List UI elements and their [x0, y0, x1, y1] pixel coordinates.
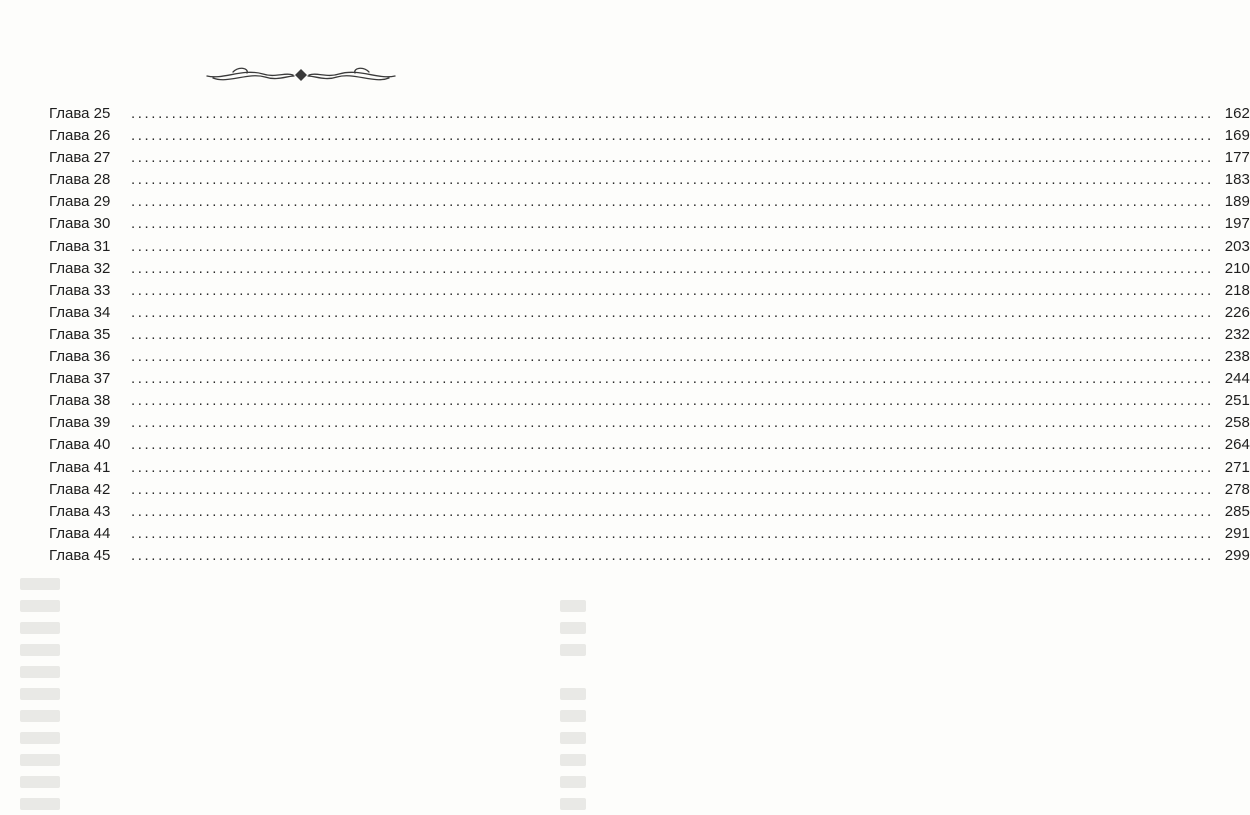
toc-dot-leader: ................................................................................................................................................................: [131, 281, 1214, 299]
toc-entry-page-number: 226: [1224, 303, 1250, 321]
toc-entry-label: Глава 25: [49, 105, 111, 122]
toc-dot-leader: ................................................................................................................................................................: [131, 259, 1214, 277]
toc-entry: [49, 324, 1250, 346]
toc-entry-label: Глава 26: [49, 127, 111, 145]
toc-dot-leader: ................................................................................................................................................................: [131, 502, 1214, 520]
toc-dot-leader: ................................................................................................................................................................: [131, 171, 1214, 189]
toc-entry-page-number: 183: [1224, 171, 1250, 189]
toc-entry: [49, 125, 1250, 147]
toc-dot-leader: ................................................................................................................................................................: [131, 414, 1214, 432]
toc-entry-page-number: 189: [1224, 193, 1250, 211]
toc-entry-page-number: 299: [1224, 546, 1250, 564]
toc-entry-page-number: 203: [1224, 237, 1250, 255]
toc-entry: [49, 213, 1250, 235]
toc-dot-leader: ................................................................................................................................................................: [131, 392, 1214, 410]
toc-dot-leader: ................................................................................................................................................................: [131, 105, 1214, 122]
toc-entry-label: Глава 41: [49, 458, 111, 476]
toc-entry-page-number: 291: [1224, 524, 1250, 542]
toc-dot-leader: ................................................................................................................................................................: [131, 546, 1214, 564]
toc-entry: [49, 258, 1250, 280]
toc-entry-label: Глава 35: [49, 325, 111, 343]
toc-entry-page-number: 244: [1224, 370, 1250, 388]
toc-entry-label: Глава 31: [49, 237, 111, 255]
toc-entry-page-number: 232: [1224, 325, 1250, 343]
toc-entry-label: Глава 27: [49, 149, 111, 167]
toc-entry-page-number: 162: [1224, 105, 1250, 122]
toc-entry-label: Глава 36: [49, 348, 111, 366]
toc-entry: [49, 169, 1250, 191]
toc-dot-leader: ................................................................................................................................................................: [131, 436, 1214, 454]
toc-entry-label: Глава 42: [49, 480, 111, 498]
toc-entry-label: Глава 33: [49, 281, 111, 299]
toc-entry: [49, 302, 1250, 324]
toc-entry-label: Глава 34: [49, 303, 111, 321]
toc-entry-page-number: 177: [1224, 149, 1250, 167]
toc-entry-label: Глава 45: [49, 546, 111, 564]
toc-entry-label: Глава 43: [49, 502, 111, 520]
toc-dot-leader: ................................................................................................................................................................: [131, 458, 1214, 476]
toc-dot-leader: ................................................................................................................................................................: [131, 149, 1214, 167]
toc-entry-page-number: 197: [1224, 215, 1250, 233]
toc-entry-label: Глава 44: [49, 524, 111, 542]
toc-dot-leader: ................................................................................................................................................................: [131, 480, 1214, 498]
toc-dot-leader: ................................................................................................................................................................: [131, 303, 1214, 321]
toc-entry-page-number: 218: [1224, 281, 1250, 299]
toc-entry: [49, 147, 1250, 169]
toc-entry-label: Глава 37: [49, 370, 111, 388]
toc-entry: [49, 103, 1250, 125]
toc-entry: [49, 280, 1250, 302]
toc-entry: [49, 368, 1250, 390]
toc-entry: [49, 545, 1250, 567]
toc-dot-leader: ................................................................................................................................................................: [131, 237, 1214, 255]
toc-entry-page-number: 285: [1224, 502, 1250, 520]
toc-entry: [49, 501, 1250, 523]
toc-entry: [49, 236, 1250, 258]
toc-entry-label: Глава 32: [49, 259, 111, 277]
toc-entry-page-number: 251: [1224, 392, 1250, 410]
toc-entry: [49, 346, 1250, 368]
toc-dot-leader: ................................................................................................................................................................: [131, 348, 1214, 366]
toc-entry-label: Глава 39: [49, 414, 111, 432]
toc-entry: [49, 457, 1250, 479]
toc-dot-leader: ................................................................................................................................................................: [131, 370, 1214, 388]
toc-entry-page-number: 278: [1224, 480, 1250, 498]
toc-entry-label: Глава 40: [49, 436, 111, 454]
toc-dot-leader: ................................................................................................................................................................: [131, 215, 1214, 233]
toc-entry-page-number: 258: [1224, 414, 1250, 432]
decorative-divider-icon: [203, 60, 399, 90]
toc-entry-label: Глава 30: [49, 215, 111, 233]
toc-entry: [49, 479, 1250, 501]
toc-entry-label: Глава 28: [49, 171, 111, 189]
toc-entry-page-number: 271: [1224, 458, 1250, 476]
toc-entry-page-number: 210: [1224, 259, 1250, 277]
toc-entry-label: Глава 29: [49, 193, 111, 211]
toc-entry: [49, 191, 1250, 213]
toc-entry: [49, 523, 1250, 545]
toc-dot-leader: ................................................................................................................................................................: [131, 127, 1214, 145]
toc-entry-label: Глава 38: [49, 392, 111, 410]
toc-entry-page-number: 238: [1224, 348, 1250, 366]
toc-entry: [49, 434, 1250, 456]
table-of-contents: [49, 103, 1250, 567]
toc-entry-page-number: 264: [1224, 436, 1250, 454]
toc-dot-leader: ................................................................................................................................................................: [131, 524, 1214, 542]
toc-entry: [49, 390, 1250, 412]
toc-entry-page-number: 169: [1224, 127, 1250, 145]
toc-dot-leader: ................................................................................................................................................................: [131, 325, 1214, 343]
toc-dot-leader: ................................................................................................................................................................: [131, 193, 1214, 211]
toc-entry: [49, 412, 1250, 434]
